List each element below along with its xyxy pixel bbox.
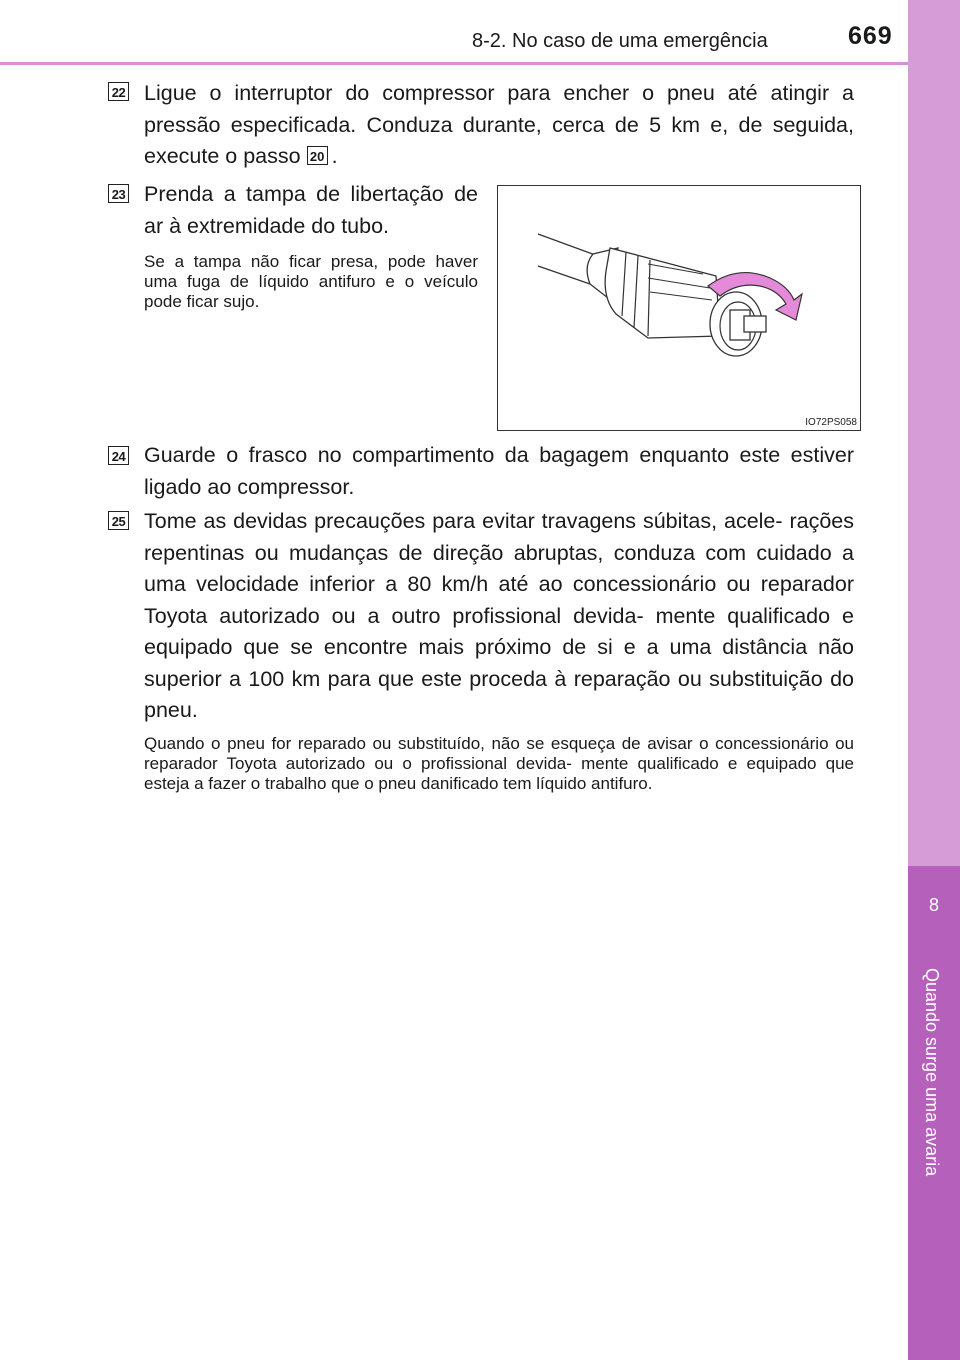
step-22-end: . [331, 144, 338, 168]
step-number-23: 23 [108, 184, 129, 203]
step-25-note: Quando o pneu for reparado ou substituído, não se esqueça de avisar o concessionário ou reparador Toyota autorizado ou o profissional devida- mente qualificado e equipado que esteja a fazer o trabalho que o pneu danificado tem líquido antifuro. [144, 734, 854, 793]
step-number-25: 25 [108, 511, 129, 530]
chapter-number: 8 [928, 895, 939, 915]
header-rule [0, 62, 908, 65]
page-number: 669 [848, 22, 893, 50]
step-25-text: Tome as devidas precauções para evitar travagens súbitas, acele- rações repentinas ou mudanças de direção abruptas, conduza com cuidado a uma velocidade inferior a 80 km/h até ao concessionário ou reparador Toyota autorizado ou a outro profissional devida- mente qualificado e equipado que se encontre mais próximo de si e a uma distância não superior a 100 km para que este proceda à reparação ou substituição do pneu. [144, 509, 854, 722]
section-title: 8-2. No caso de uma emergência [472, 30, 768, 52]
step-24-text: Guarde o frasco no compartimento da bagagem enquanto este estiver ligado ao compressor. [144, 443, 854, 499]
hose-cap-rotate-illustration-icon [498, 186, 860, 430]
chapter-title: Quando surge uma avaria [922, 968, 942, 1177]
step-22-body: Ligue o interruptor do compressor para encher o pneu até atingir a pressão especificada. Conduza durante, cerca de 5 km e, de seguida, execute o passo [144, 81, 854, 168]
step-22-text [144, 78, 854, 173]
step-23-note: Se a tampa não ficar presa, pode haver uma fuga de líquido antifuro e o veículo pode ficar sujo. [144, 252, 478, 311]
step-ref-20: 20 [307, 146, 328, 165]
step-number-24: 24 [108, 446, 129, 465]
figure-hose-cap [497, 185, 861, 431]
figure-code: IO72PS058 [805, 417, 857, 428]
step-23-text: Prenda a tampa de libertação de ar à extremidade do tubo. [144, 182, 478, 238]
step-number-22: 22 [108, 82, 129, 101]
